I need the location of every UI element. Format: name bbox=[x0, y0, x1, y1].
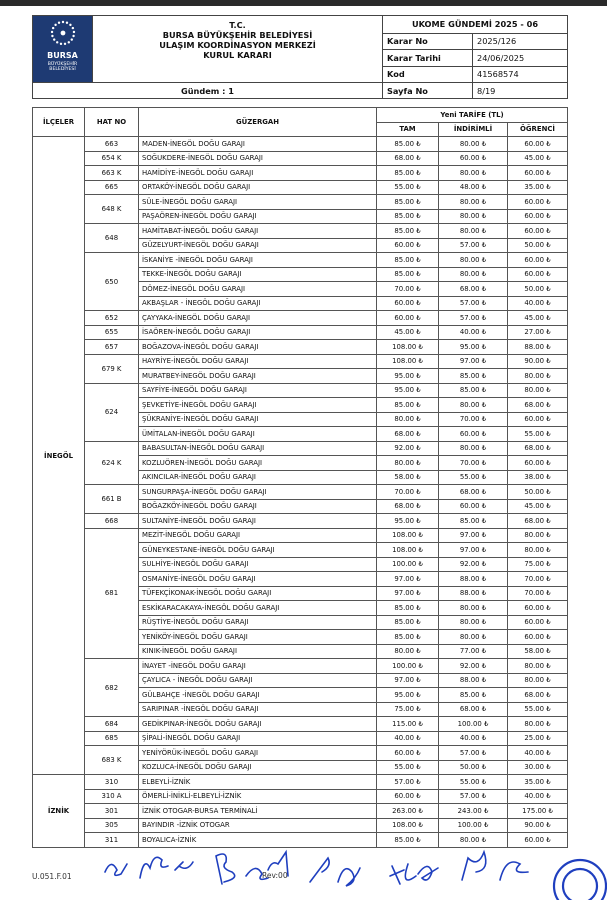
table-row bbox=[33, 731, 568, 746]
fare-full-cell: 85.00 ₺ bbox=[377, 224, 439, 239]
route-cell: ÜMİTALAN-İNEGÖL DOĞU GARAJI bbox=[139, 427, 377, 442]
fare-full-cell: 68.00 ₺ bbox=[377, 499, 439, 514]
fare-discount-cell: 80.00 ₺ bbox=[439, 253, 508, 268]
route-cell: İSAÖREN-İNEGÖL DOĞU GARAJI bbox=[139, 325, 377, 340]
fare-full-cell: 85.00 ₺ bbox=[377, 615, 439, 630]
col-header-tam: TAM bbox=[377, 122, 439, 137]
fare-full-cell: 75.00 ₺ bbox=[377, 702, 439, 717]
fare-discount-cell: 40.00 ₺ bbox=[439, 325, 508, 340]
col-header-indirimli: İNDİRİMLİ bbox=[439, 122, 508, 137]
route-cell: GEDİKPINAR-İNEGÖL DOĞU GARAJI bbox=[139, 717, 377, 732]
route-cell: SÜLE-İNEGÖL DOĞU GARAJI bbox=[139, 195, 377, 210]
fare-full-cell: 60.00 ₺ bbox=[377, 238, 439, 253]
fare-full-cell: 80.00 ₺ bbox=[377, 456, 439, 471]
fare-student-cell: 30.00 ₺ bbox=[508, 760, 568, 775]
route-cell: SARIPINAR -İNEGÖL DOĞU GARAJI bbox=[139, 702, 377, 717]
fare-discount-cell: 57.00 ₺ bbox=[439, 296, 508, 311]
fare-full-cell: 80.00 ₺ bbox=[377, 644, 439, 659]
fare-full-cell: 85.00 ₺ bbox=[377, 137, 439, 152]
fare-discount-cell: 80.00 ₺ bbox=[439, 137, 508, 152]
route-cell: ELBEYLİ-İZNİK bbox=[139, 775, 377, 790]
fare-student-cell: 80.00 ₺ bbox=[508, 528, 568, 543]
fare-student-cell: 60.00 ₺ bbox=[508, 412, 568, 427]
fare-full-cell: 108.00 ₺ bbox=[377, 818, 439, 833]
fare-full-cell: 68.00 ₺ bbox=[377, 427, 439, 442]
route-cell: İZNİK OTOGAR-BURSA TERMİNALİ bbox=[139, 804, 377, 819]
line-number-cell: 305 bbox=[85, 818, 139, 833]
fare-student-cell: 60.00 ₺ bbox=[508, 137, 568, 152]
route-cell: ŞEVKETİYE-İNEGÖL DOĞU GARAJI bbox=[139, 398, 377, 413]
col-header-hat-no: HAT NO bbox=[85, 108, 139, 137]
route-cell: TÜFEKÇİKONAK-İNEGÖL DOĞU GARAJI bbox=[139, 586, 377, 601]
fare-full-cell: 58.00 ₺ bbox=[377, 470, 439, 485]
route-cell: SAYFİYE-İNEGÖL DOĞU GARAJI bbox=[139, 383, 377, 398]
route-cell: AKINCILAR-İNEGÖL DOĞU GARAJI bbox=[139, 470, 377, 485]
star-dot-icon bbox=[69, 24, 71, 26]
fare-full-cell: 108.00 ₺ bbox=[377, 528, 439, 543]
fare-student-cell: 60.00 ₺ bbox=[508, 601, 568, 616]
route-cell: BOĞAZOVA-İNEGÖL DOĞU GARAJI bbox=[139, 340, 377, 355]
fare-student-cell: 50.00 ₺ bbox=[508, 282, 568, 297]
route-cell: İSKANİYE -İNEGÖL DOĞU GARAJI bbox=[139, 253, 377, 268]
district-cell: İNEGÖL bbox=[33, 137, 85, 775]
route-cell: ORTAKÖY-İNEGÖL DOĞU GARAJI bbox=[139, 180, 377, 195]
route-cell: SUNGURPAŞA-İNEGÖL DOĞU GARAJI bbox=[139, 485, 377, 500]
center-star-icon bbox=[60, 31, 65, 36]
fare-student-cell: 75.00 ₺ bbox=[508, 557, 568, 572]
fare-discount-cell: 97.00 ₺ bbox=[439, 354, 508, 369]
fare-student-cell: 50.00 ₺ bbox=[508, 485, 568, 500]
fare-student-cell: 27.00 ₺ bbox=[508, 325, 568, 340]
route-cell: ÖMERLİ-İNİKLİ-ELBEYLİ-İZNİK bbox=[139, 789, 377, 804]
tariff-table bbox=[32, 107, 568, 848]
fare-discount-cell: 70.00 ₺ bbox=[439, 456, 508, 471]
fare-student-cell: 25.00 ₺ bbox=[508, 731, 568, 746]
fare-student-cell: 80.00 ₺ bbox=[508, 673, 568, 688]
table-row bbox=[33, 224, 568, 239]
fare-discount-cell: 77.00 ₺ bbox=[439, 644, 508, 659]
line-number-cell: 624 K bbox=[85, 441, 139, 485]
fare-full-cell: 95.00 ₺ bbox=[377, 383, 439, 398]
fare-discount-cell: 55.00 ₺ bbox=[439, 470, 508, 485]
fare-student-cell: 88.00 ₺ bbox=[508, 340, 568, 355]
line-number-cell: 684 bbox=[85, 717, 139, 732]
table-row bbox=[33, 528, 568, 543]
route-cell: KOZLUCA-İNEGÖL DOĞU GARAJI bbox=[139, 760, 377, 775]
decision-date-value: 24/06/2025 bbox=[473, 50, 568, 66]
star-dot-icon bbox=[72, 35, 74, 37]
line-number-cell: 657 bbox=[85, 340, 139, 355]
logo-subtitle: BÜYÜKŞEHİR BELEDİYESİ bbox=[47, 62, 78, 73]
star-dot-icon bbox=[54, 24, 56, 26]
table-row bbox=[33, 789, 568, 804]
fare-full-cell: 97.00 ₺ bbox=[377, 673, 439, 688]
fare-student-cell: 60.00 ₺ bbox=[508, 630, 568, 645]
stars-emblem-icon bbox=[49, 19, 77, 47]
fare-student-cell: 60.00 ₺ bbox=[508, 166, 568, 181]
line-number-cell: 624 bbox=[85, 383, 139, 441]
fare-full-cell: 97.00 ₺ bbox=[377, 586, 439, 601]
fare-full-cell: 85.00 ₺ bbox=[377, 195, 439, 210]
fare-discount-cell: 80.00 ₺ bbox=[439, 166, 508, 181]
form-code: U.051.F.01 bbox=[32, 872, 72, 881]
fare-full-cell: 95.00 ₺ bbox=[377, 688, 439, 703]
route-cell: PAŞAÖREN-İNEGÖL DOĞU GARAJI bbox=[139, 209, 377, 224]
route-cell: YENİYÖRÜK-İNEGÖL DOĞU GARAJI bbox=[139, 746, 377, 761]
revision-label: Rev:00 bbox=[262, 871, 288, 880]
fare-student-cell: 45.00 ₺ bbox=[508, 311, 568, 326]
fare-student-cell: 80.00 ₺ bbox=[508, 383, 568, 398]
table-row bbox=[33, 180, 568, 195]
route-cell: HAYRİYE-İNEGÖL DOĞU GARAJI bbox=[139, 354, 377, 369]
fare-full-cell: 108.00 ₺ bbox=[377, 543, 439, 558]
route-cell: KINIK-İNEGÖL DOĞU GARAJI bbox=[139, 644, 377, 659]
line-number-cell: 682 bbox=[85, 659, 139, 717]
fare-full-cell: 85.00 ₺ bbox=[377, 166, 439, 181]
fare-discount-cell: 80.00 ₺ bbox=[439, 209, 508, 224]
fare-full-cell: 55.00 ₺ bbox=[377, 760, 439, 775]
fare-student-cell: 60.00 ₺ bbox=[508, 267, 568, 282]
line-number-cell: 648 bbox=[85, 224, 139, 253]
fare-discount-cell: 80.00 ₺ bbox=[439, 601, 508, 616]
top-scan-edge bbox=[0, 0, 607, 6]
fare-discount-cell: 80.00 ₺ bbox=[439, 398, 508, 413]
table-row bbox=[33, 195, 568, 210]
fare-student-cell: 55.00 ₺ bbox=[508, 427, 568, 442]
fare-full-cell: 60.00 ₺ bbox=[377, 789, 439, 804]
route-cell: YENİKÖY-İNEGÖL DOĞU GARAJI bbox=[139, 630, 377, 645]
fare-student-cell: 35.00 ₺ bbox=[508, 775, 568, 790]
star-dot-icon bbox=[56, 41, 58, 43]
fare-full-cell: 40.00 ₺ bbox=[377, 731, 439, 746]
line-number-cell: 650 bbox=[85, 253, 139, 311]
table-row bbox=[33, 818, 568, 833]
line-number-cell: 310 bbox=[85, 775, 139, 790]
route-cell: HAMİTABAT-İNEGÖL DOĞU GARAJI bbox=[139, 224, 377, 239]
table-row bbox=[33, 717, 568, 732]
fare-full-cell: 85.00 ₺ bbox=[377, 833, 439, 848]
route-cell: MADEN-İNEGÖL DOĞU GARAJI bbox=[139, 137, 377, 152]
fare-discount-cell: 92.00 ₺ bbox=[439, 557, 508, 572]
organization-title: T.C. BURSA BÜYÜKŞEHİR BELEDİYESİ ULAŞIM KOORDİNASYON MERKEZİ KURUL KARARI bbox=[93, 16, 383, 83]
fare-student-cell: 35.00 ₺ bbox=[508, 180, 568, 195]
fare-full-cell: 68.00 ₺ bbox=[377, 151, 439, 166]
fare-discount-cell: 80.00 ₺ bbox=[439, 615, 508, 630]
fare-discount-cell: 60.00 ₺ bbox=[439, 499, 508, 514]
fare-discount-cell: 68.00 ₺ bbox=[439, 485, 508, 500]
line-number-cell: 648 K bbox=[85, 195, 139, 224]
fare-student-cell: 40.00 ₺ bbox=[508, 789, 568, 804]
table-row bbox=[33, 166, 568, 181]
route-cell: GÜNEYKESTANE-İNEGÖL DOĞU GARAJI bbox=[139, 543, 377, 558]
route-cell: İNAYET -İNEGÖL DOĞU GARAJI bbox=[139, 659, 377, 674]
fare-full-cell: 85.00 ₺ bbox=[377, 267, 439, 282]
fare-full-cell: 70.00 ₺ bbox=[377, 282, 439, 297]
fare-student-cell: 68.00 ₺ bbox=[508, 688, 568, 703]
fare-discount-cell: 85.00 ₺ bbox=[439, 688, 508, 703]
page-footer bbox=[0, 840, 607, 900]
col-header-ilceler: İLÇELER bbox=[33, 108, 85, 137]
col-header-guzergah: GÜZERGAH bbox=[139, 108, 377, 137]
table-row bbox=[33, 354, 568, 369]
fare-student-cell: 68.00 ₺ bbox=[508, 398, 568, 413]
fare-student-cell: 90.00 ₺ bbox=[508, 354, 568, 369]
fare-full-cell: 60.00 ₺ bbox=[377, 311, 439, 326]
fare-student-cell: 80.00 ₺ bbox=[508, 369, 568, 384]
fare-student-cell: 58.00 ₺ bbox=[508, 644, 568, 659]
table-row bbox=[33, 151, 568, 166]
route-cell: BAYINDIR -İZNİK OTOGAR bbox=[139, 818, 377, 833]
star-dot-icon bbox=[51, 27, 53, 29]
fare-discount-cell: 97.00 ₺ bbox=[439, 528, 508, 543]
route-cell: ŞÜKRANİYE-İNEGÖL DOĞU GARAJI bbox=[139, 412, 377, 427]
fare-full-cell: 70.00 ₺ bbox=[377, 485, 439, 500]
fare-student-cell: 90.00 ₺ bbox=[508, 818, 568, 833]
fare-full-cell: 100.00 ₺ bbox=[377, 659, 439, 674]
bursa-municipality-logo bbox=[33, 16, 93, 83]
fare-discount-cell: 95.00 ₺ bbox=[439, 340, 508, 355]
fare-discount-cell: 85.00 ₺ bbox=[439, 383, 508, 398]
fare-full-cell: 263.00 ₺ bbox=[377, 804, 439, 819]
page-no-value: 8/19 bbox=[473, 83, 568, 99]
fare-discount-cell: 100.00 ₺ bbox=[439, 818, 508, 833]
star-dot-icon bbox=[59, 43, 61, 45]
fare-discount-cell: 80.00 ₺ bbox=[439, 267, 508, 282]
fare-student-cell: 60.00 ₺ bbox=[508, 195, 568, 210]
agenda-title: UKOME GÜNDEMİ 2025 - 06 bbox=[383, 16, 568, 34]
line-number-cell: 301 bbox=[85, 804, 139, 819]
table-row bbox=[33, 340, 568, 355]
route-cell: TEKKE-İNEGÖL DOĞU GARAJI bbox=[139, 267, 377, 282]
fare-discount-cell: 88.00 ₺ bbox=[439, 673, 508, 688]
fare-discount-cell: 57.00 ₺ bbox=[439, 789, 508, 804]
fare-discount-cell: 60.00 ₺ bbox=[439, 427, 508, 442]
fare-full-cell: 115.00 ₺ bbox=[377, 717, 439, 732]
fare-discount-cell: 57.00 ₺ bbox=[439, 746, 508, 761]
route-cell: MEZİT-İNEGÖL DOĞU GARAJI bbox=[139, 528, 377, 543]
fare-full-cell: 95.00 ₺ bbox=[377, 514, 439, 529]
fare-discount-cell: 243.00 ₺ bbox=[439, 804, 508, 819]
fare-discount-cell: 48.00 ₺ bbox=[439, 180, 508, 195]
fare-full-cell: 92.00 ₺ bbox=[377, 441, 439, 456]
route-cell: OSMANİYE-İNEGÖL DOĞU GARAJI bbox=[139, 572, 377, 587]
fare-full-cell: 45.00 ₺ bbox=[377, 325, 439, 340]
fare-student-cell: 80.00 ₺ bbox=[508, 543, 568, 558]
code-label: Kod bbox=[383, 66, 473, 83]
logo-wordmark: BURSA bbox=[47, 51, 78, 60]
fare-discount-cell: 100.00 ₺ bbox=[439, 717, 508, 732]
fare-student-cell: 45.00 ₺ bbox=[508, 499, 568, 514]
fare-discount-cell: 80.00 ₺ bbox=[439, 833, 508, 848]
star-dot-icon bbox=[50, 31, 52, 33]
table-row bbox=[33, 485, 568, 500]
table-row bbox=[33, 804, 568, 819]
fare-student-cell: 50.00 ₺ bbox=[508, 238, 568, 253]
route-cell: GÜLBAHÇE -İNEGÖL DOĞU GARAJI bbox=[139, 688, 377, 703]
fare-full-cell: 85.00 ₺ bbox=[377, 209, 439, 224]
fare-student-cell: 175.00 ₺ bbox=[508, 804, 568, 819]
fare-discount-cell: 50.00 ₺ bbox=[439, 760, 508, 775]
fare-discount-cell: 57.00 ₺ bbox=[439, 238, 508, 253]
district-cell: İZNİK bbox=[33, 775, 85, 848]
decision-no-label: Karar No bbox=[383, 33, 473, 49]
table-row bbox=[33, 253, 568, 268]
fare-full-cell: 100.00 ₺ bbox=[377, 557, 439, 572]
fare-discount-cell: 80.00 ₺ bbox=[439, 224, 508, 239]
page-no-label: Sayfa No bbox=[383, 83, 473, 99]
decision-date-label: Karar Tarihi bbox=[383, 50, 473, 66]
fare-full-cell: 85.00 ₺ bbox=[377, 601, 439, 616]
code-value: 41568574 bbox=[473, 66, 568, 83]
document-header bbox=[32, 15, 568, 99]
fare-student-cell: 55.00 ₺ bbox=[508, 702, 568, 717]
line-number-cell: 663 bbox=[85, 137, 139, 152]
fare-full-cell: 85.00 ₺ bbox=[377, 398, 439, 413]
fare-full-cell: 108.00 ₺ bbox=[377, 340, 439, 355]
decision-no-value: 2025/126 bbox=[473, 33, 568, 49]
fare-student-cell: 60.00 ₺ bbox=[508, 209, 568, 224]
route-cell: MURATBEY-İNEGÖL DOĞU GARAJI bbox=[139, 369, 377, 384]
route-cell: ESKİKARACAKAYA-İNEGÖL DOĞU GARAJI bbox=[139, 601, 377, 616]
star-dot-icon bbox=[63, 43, 65, 45]
star-dot-icon bbox=[65, 22, 67, 24]
route-cell: BOYALICA-İZNİK bbox=[139, 833, 377, 848]
fare-full-cell: 85.00 ₺ bbox=[377, 253, 439, 268]
fare-student-cell: 60.00 ₺ bbox=[508, 224, 568, 239]
line-number-cell: 652 bbox=[85, 311, 139, 326]
table-row bbox=[33, 383, 568, 398]
route-cell: KOZLUÖREN-İNEGÖL DOĞU GARAJI bbox=[139, 456, 377, 471]
fare-full-cell: 95.00 ₺ bbox=[377, 369, 439, 384]
line-number-cell: 654 K bbox=[85, 151, 139, 166]
fare-full-cell: 60.00 ₺ bbox=[377, 746, 439, 761]
fare-discount-cell: 80.00 ₺ bbox=[439, 195, 508, 210]
fare-discount-cell: 97.00 ₺ bbox=[439, 543, 508, 558]
star-dot-icon bbox=[67, 41, 69, 43]
line-number-cell: 679 K bbox=[85, 354, 139, 383]
star-dot-icon bbox=[51, 35, 53, 37]
line-number-cell: 681 bbox=[85, 528, 139, 659]
fare-full-cell: 60.00 ₺ bbox=[377, 296, 439, 311]
agenda-item: Gündem : 1 bbox=[33, 83, 383, 99]
line-number-cell: 655 bbox=[85, 325, 139, 340]
fare-discount-cell: 70.00 ₺ bbox=[439, 412, 508, 427]
fare-student-cell: 45.00 ₺ bbox=[508, 151, 568, 166]
star-dot-icon bbox=[53, 38, 55, 40]
route-cell: ÇAYLICA - İNEGÖL DOĞU GARAJI bbox=[139, 673, 377, 688]
line-number-cell: 311 bbox=[85, 833, 139, 848]
fare-student-cell: 70.00 ₺ bbox=[508, 572, 568, 587]
route-cell: HAMİDİYE-İNEGÖL DOĞU GARAJI bbox=[139, 166, 377, 181]
fare-discount-cell: 40.00 ₺ bbox=[439, 731, 508, 746]
line-number-cell: 665 bbox=[85, 180, 139, 195]
fare-discount-cell: 57.00 ₺ bbox=[439, 311, 508, 326]
route-cell: RÜŞTİYE-İNEGÖL DOĞU GARAJI bbox=[139, 615, 377, 630]
line-number-cell: 685 bbox=[85, 731, 139, 746]
table-row bbox=[33, 325, 568, 340]
fare-student-cell: 68.00 ₺ bbox=[508, 441, 568, 456]
fare-student-cell: 60.00 ₺ bbox=[508, 253, 568, 268]
table-row bbox=[33, 311, 568, 326]
fare-discount-cell: 85.00 ₺ bbox=[439, 369, 508, 384]
fare-discount-cell: 60.00 ₺ bbox=[439, 151, 508, 166]
fare-student-cell: 40.00 ₺ bbox=[508, 296, 568, 311]
col-header-tarife: Yeni TARİFE (TL) bbox=[377, 108, 568, 123]
table-row bbox=[33, 441, 568, 456]
fare-discount-cell: 55.00 ₺ bbox=[439, 775, 508, 790]
fare-discount-cell: 92.00 ₺ bbox=[439, 659, 508, 674]
fare-full-cell: 108.00 ₺ bbox=[377, 354, 439, 369]
table-row bbox=[33, 514, 568, 529]
star-dot-icon bbox=[70, 38, 72, 40]
route-cell: GÜZELYURT-İNEGÖL DOĞU GARAJI bbox=[139, 238, 377, 253]
fare-discount-cell: 80.00 ₺ bbox=[439, 630, 508, 645]
signatures-and-stamp bbox=[0, 840, 607, 900]
star-dot-icon bbox=[72, 31, 74, 33]
col-header-ogrenci: ÖĞRENCİ bbox=[508, 122, 568, 137]
fare-full-cell: 57.00 ₺ bbox=[377, 775, 439, 790]
route-cell: SULHİYE-İNEGÖL DOĞU GARAJI bbox=[139, 557, 377, 572]
fare-student-cell: 60.00 ₺ bbox=[508, 833, 568, 848]
fare-student-cell: 60.00 ₺ bbox=[508, 615, 568, 630]
fare-discount-cell: 85.00 ₺ bbox=[439, 514, 508, 529]
route-cell: AKBAŞLAR - İNEGÖL DOĞU GARAJI bbox=[139, 296, 377, 311]
route-cell: BABASULTAN-İNEGÖL DOĞU GARAJI bbox=[139, 441, 377, 456]
line-number-cell: 663 K bbox=[85, 166, 139, 181]
line-number-cell: 661 B bbox=[85, 485, 139, 514]
star-dot-icon bbox=[61, 21, 63, 23]
star-dot-icon bbox=[71, 27, 73, 29]
fare-student-cell: 68.00 ₺ bbox=[508, 514, 568, 529]
fare-discount-cell: 88.00 ₺ bbox=[439, 586, 508, 601]
fare-full-cell: 55.00 ₺ bbox=[377, 180, 439, 195]
fare-full-cell: 97.00 ₺ bbox=[377, 572, 439, 587]
fare-discount-cell: 68.00 ₺ bbox=[439, 282, 508, 297]
route-cell: ÇAYYAKA-İNEGÖL DOĞU GARAJI bbox=[139, 311, 377, 326]
star-dot-icon bbox=[57, 22, 59, 24]
table-row bbox=[33, 746, 568, 761]
fare-discount-cell: 88.00 ₺ bbox=[439, 572, 508, 587]
route-cell: SOĞUKDERE-İNEGÖL DOĞU GARAJI bbox=[139, 151, 377, 166]
fare-student-cell: 60.00 ₺ bbox=[508, 456, 568, 471]
fare-student-cell: 70.00 ₺ bbox=[508, 586, 568, 601]
line-number-cell: 310 A bbox=[85, 789, 139, 804]
fare-student-cell: 80.00 ₺ bbox=[508, 717, 568, 732]
route-cell: BOĞAZKÖY-İNEGÖL DOĞU GARAJI bbox=[139, 499, 377, 514]
route-cell: DÖMEZ-İNEGÖL DOĞU GARAJI bbox=[139, 282, 377, 297]
line-number-cell: 683 K bbox=[85, 746, 139, 775]
fare-discount-cell: 68.00 ₺ bbox=[439, 702, 508, 717]
route-cell: ŞİPALİ-İNEGÖL DOĞU GARAJI bbox=[139, 731, 377, 746]
fare-student-cell: 80.00 ₺ bbox=[508, 659, 568, 674]
fare-student-cell: 38.00 ₺ bbox=[508, 470, 568, 485]
fare-discount-cell: 80.00 ₺ bbox=[439, 441, 508, 456]
fare-full-cell: 85.00 ₺ bbox=[377, 630, 439, 645]
route-cell: SULTANİYE-İNEGÖL DOĞU GARAJI bbox=[139, 514, 377, 529]
fare-full-cell: 80.00 ₺ bbox=[377, 412, 439, 427]
fare-student-cell: 40.00 ₺ bbox=[508, 746, 568, 761]
table-row bbox=[33, 137, 568, 152]
line-number-cell: 668 bbox=[85, 514, 139, 529]
table-row bbox=[33, 659, 568, 674]
table-row bbox=[33, 775, 568, 790]
